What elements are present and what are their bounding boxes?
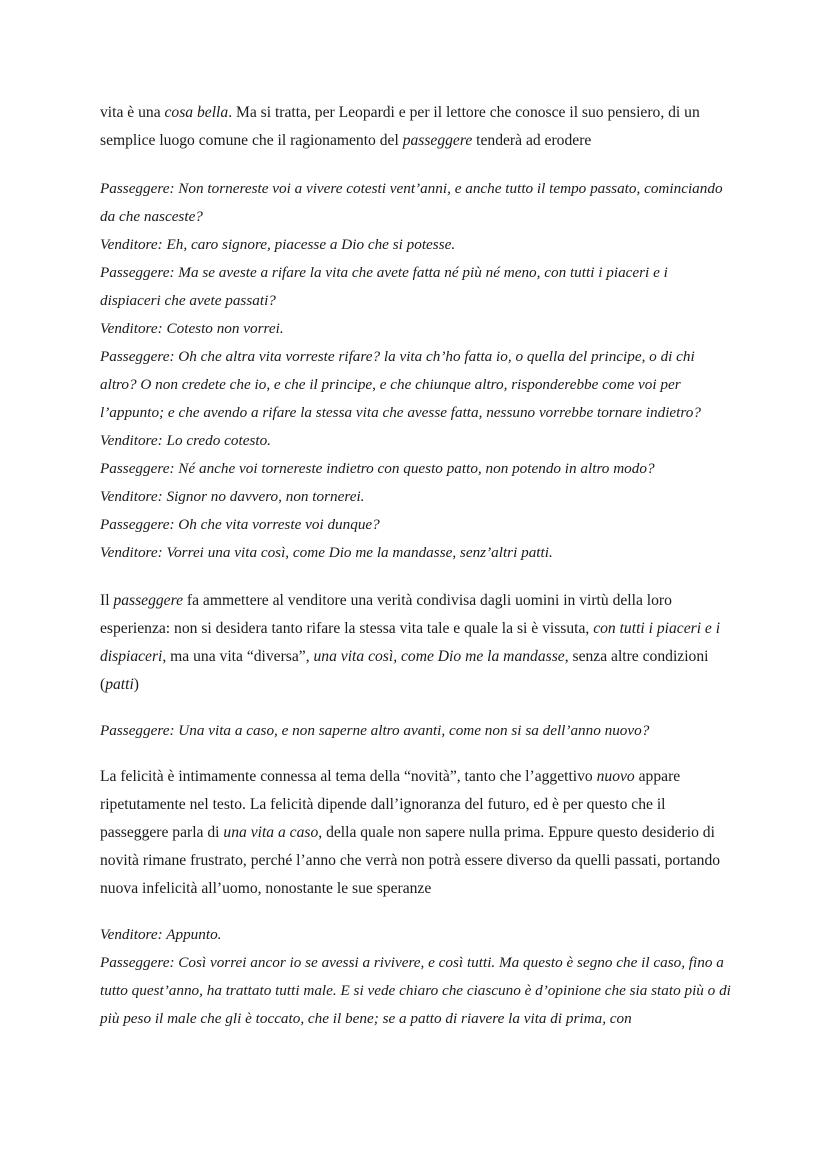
- dialogue-line: Venditore: Vorrei una vita così, come Dio me la mandasse, senz’altri patti.: [100, 544, 553, 561]
- dialogue-line: Passeggere: Una vita a caso, e non saperne altro avanti, come non si sa dell’anno nuovo?: [100, 722, 650, 739]
- dialogue-line: Passeggere: Così vorrei ancor io se avessi a rivivere, e così tutti. Ma questo è segno che il caso, fino a tutto quest’anno, ha trattato tutti male. E si vede chiaro che ciascuno è d’opinione che sia stato più o di più peso il male che gli è toccato, che il bene; se a patto di riavere la vita di prima, con: [100, 954, 731, 1027]
- dialogue-line: Passeggere: Ma se aveste a rifare la vita che avete fatta né più né meno, con tutti i piaceri e i dispiaceri che avete passati?: [100, 264, 668, 309]
- dialogue-line: Venditore: Signor no davvero, non tornerei.: [100, 488, 365, 505]
- document-page: [100, 99, 732, 1033]
- dialogue-line: Venditore: Appunto.: [100, 926, 222, 943]
- paragraph-intro: vita è una cosa bella. Ma si tratta, per Leopardi e per il lettore che conosce il suo pensiero, di un semplice luogo comune che il ragionamento del passeggere tenderà ad erodere: [100, 104, 700, 149]
- dialogue-line: Passeggere: Né anche voi tornereste indietro con questo patto, non potendo in altro modo?: [100, 460, 655, 477]
- dialogue-line: Passeggere: Oh che vita vorreste voi dunque?: [100, 516, 380, 533]
- dialogue-line: Passeggere: Oh che altra vita vorreste rifare? la vita ch’ho fatta io, o quella del principe, o di chi altro? O non credete che io, e che il principe, e che chiunque altro, risponderebbe come voi per l’appunto; e che avendo a rifare la stessa vita che avesse fatta, nessuno vorrebbe tornare indietro?: [100, 348, 701, 421]
- dialogue-line: Venditore: Cotesto non vorrei.: [100, 320, 284, 337]
- paragraph-commentary-2: La felicità è intimamente connessa al tema della “novità”, tanto che l’aggettivo nuovo appare ripetutamente nel testo. La felicità dipende dall’ignoranza del futuro, ed è per questo che il passeggere parla di una vita a caso, della quale non sapere nulla prima. Eppure questo desiderio di novità rimane frustrato, perché l’anno che verrà non potrà essere diverso da quelli passati, portando nuova infelicità all’uomo, nonostante le sue speranze: [100, 768, 721, 897]
- dialogue-line: Venditore: Eh, caro signore, piacesse a Dio che si potesse.: [100, 236, 456, 253]
- dialogue-line: Venditore: Lo credo cotesto.: [100, 432, 271, 449]
- dialogue-block-3: [100, 921, 732, 1033]
- dialogue-block-2: [100, 717, 732, 745]
- dialogue-line: Passeggere: Non tornereste voi a vivere cotesti vent’anni, e anche tutto il tempo passato, cominciando da che nasceste?: [100, 180, 723, 225]
- dialogue-block-1: [100, 175, 732, 567]
- paragraph-commentary-1: Il passeggere fa ammettere al venditore una verità condivisa dagli uomini in virtù della loro esperienza: non si desidera tanto rifare la stessa vita tale e quale la si è vissuta, con tutti i piaceri e i dispiaceri, ma una vita “diversa”, una vita così, come Dio me la mandasse, senza altre condizioni (patti): [100, 592, 721, 693]
